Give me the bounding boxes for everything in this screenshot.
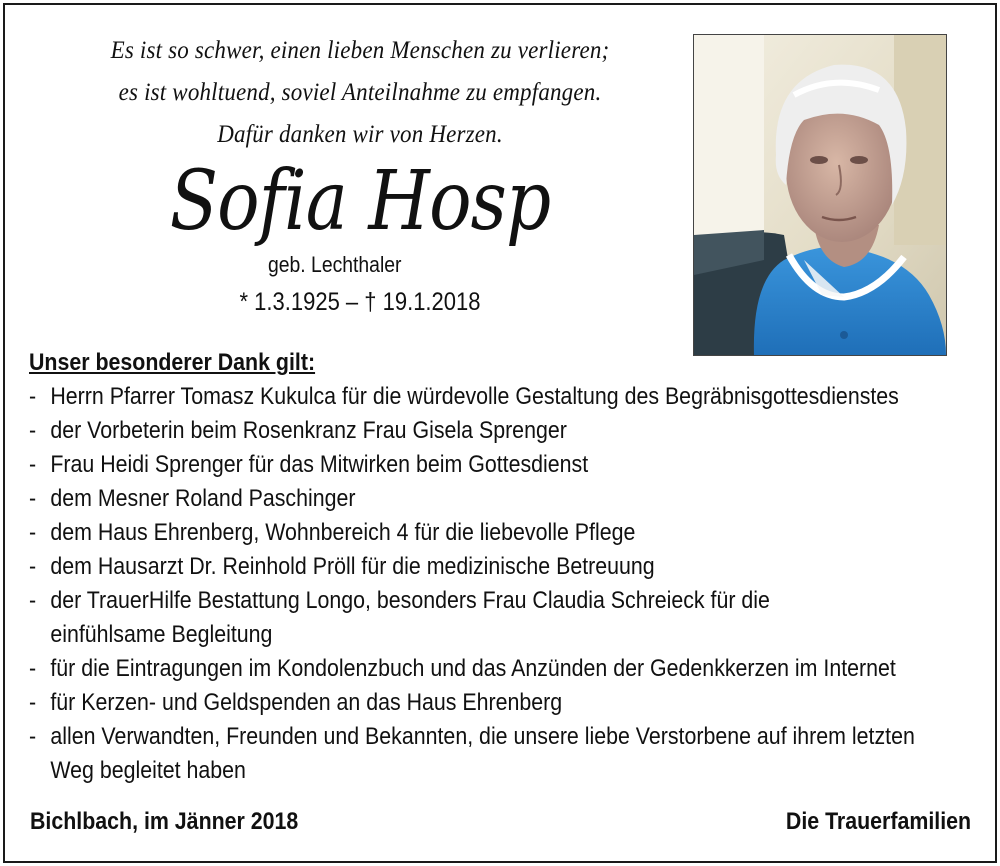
life-dates: * 1.3.1925 – † 19.1.2018 <box>239 288 481 316</box>
list-item-text: dem Mesner Roland Paschinger <box>50 485 356 512</box>
deceased-name: Sofia Hosp <box>169 154 551 249</box>
list-bullet: - <box>29 587 37 614</box>
condolence-quote <box>84 30 636 156</box>
portrait-photo-icon <box>694 35 946 355</box>
list-item-text: für Kerzen- und Geldspenden an das Haus Ehrenberg <box>50 689 563 716</box>
list-item-text: der TrauerHilfe Bestattung Longo, besonders Frau Claudia Schreieck für die <box>50 587 770 614</box>
list-item <box>29 448 972 482</box>
signature: Die Trauerfamilien <box>785 808 971 835</box>
list-item-text: dem Haus Ehrenberg, Wohnbereich 4 für die liebevolle Pflege <box>50 519 636 546</box>
list-bullet: - <box>29 655 37 682</box>
list-item <box>29 550 972 584</box>
list-item-text: Herrn Pfarrer Tomasz Kukulca für die würdevolle Gestaltung des Begräbnisgottesdienstes <box>50 383 899 410</box>
list-bullet: - <box>29 723 37 750</box>
portrait-photo <box>693 34 947 356</box>
list-bullet: - <box>29 451 37 478</box>
list-item <box>29 584 972 618</box>
list-item <box>29 652 972 686</box>
quote-line-3: Dafür danken wir von Herzen. <box>217 121 503 148</box>
list-item-text: für die Eintragungen im Kondolenzbuch und das Anzünden der Gedenkkerzen im Internet <box>50 655 896 682</box>
list-item <box>29 516 972 550</box>
list-item <box>29 482 972 516</box>
place-date: Bichlbach, im Jänner 2018 <box>30 808 299 835</box>
list-bullet: - <box>29 485 37 512</box>
list-item <box>29 380 972 414</box>
maiden-name: geb. Lechthaler <box>268 252 402 277</box>
list-bullet: - <box>29 553 37 580</box>
thanks-heading: Unser besonderer Dank gilt: <box>29 349 316 376</box>
list-bullet: - <box>29 519 37 546</box>
list-item-text: dem Hausarzt Dr. Reinhold Pröll für die medizinische Betreuung <box>50 553 655 580</box>
list-bullet: - <box>29 383 37 410</box>
list-item-text: der Vorbeterin beim Rosenkranz Frau Gisela Sprenger <box>50 417 567 444</box>
thanks-list <box>29 380 972 788</box>
list-item-continuation: einfühlsame Begleitung <box>50 621 273 648</box>
thanks-section <box>29 348 972 788</box>
list-item <box>29 720 972 754</box>
list-item <box>29 414 972 448</box>
list-item-continuation: Weg begleitet haben <box>50 757 246 784</box>
list-item-text: Frau Heidi Sprenger für das Mitwirken beim Gottesdienst <box>50 451 589 478</box>
quote-line-1: Es ist so schwer, einen lieben Menschen zu verlieren; <box>110 37 610 64</box>
quote-line-2: es ist wohltuend, soviel Anteilnahme zu empfangen. <box>118 79 602 106</box>
list-bullet: - <box>29 689 37 716</box>
list-item-text: allen Verwandten, Freunden und Bekannten, die unsere liebe Verstorbene auf ihrem letzten <box>50 723 915 750</box>
list-item <box>29 686 972 720</box>
list-bullet: - <box>29 417 37 444</box>
